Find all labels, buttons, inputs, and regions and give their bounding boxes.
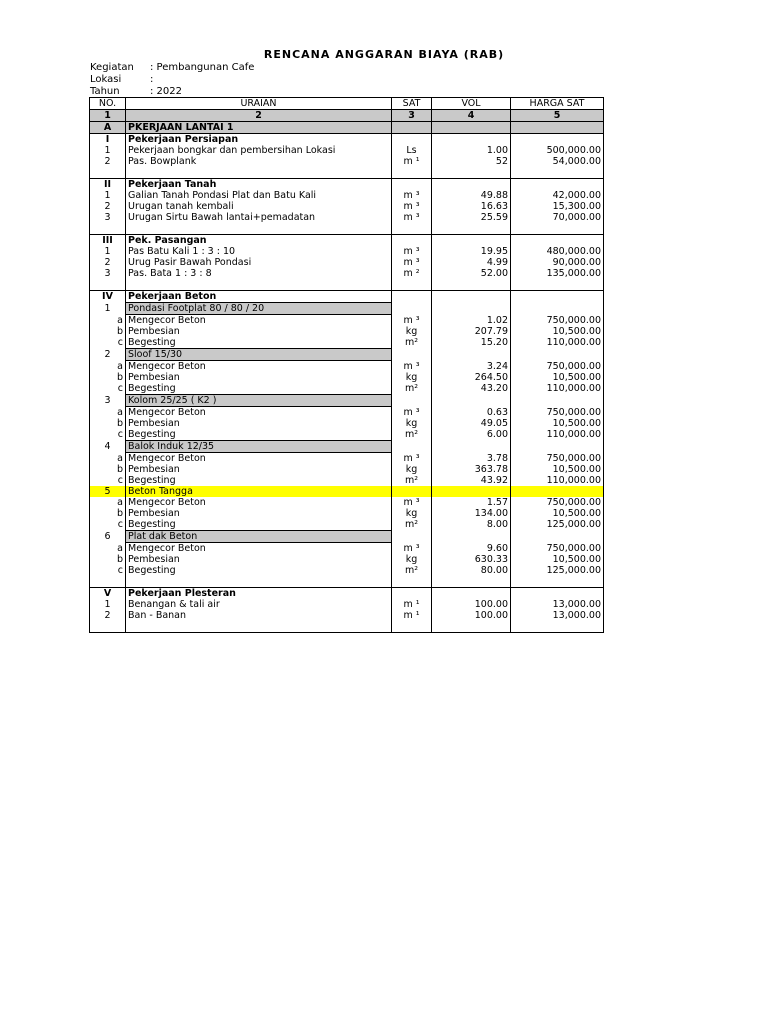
cell-harga-sat xyxy=(511,179,604,191)
table-row xyxy=(90,246,604,257)
cell-uraian: Begesting xyxy=(126,337,392,349)
cell-harga-sat: 13,000.00 xyxy=(511,610,604,621)
cell-harga-sat xyxy=(511,486,604,497)
cell-sat: m ¹ xyxy=(392,156,432,167)
cell-harga-sat: 750,000.00 xyxy=(511,543,604,555)
cell-uraian: Urugan tanah kembali xyxy=(126,201,392,212)
cell-sat: m² xyxy=(392,337,432,349)
header-vol: VOL xyxy=(432,98,511,110)
group-row xyxy=(90,179,604,191)
cell-harga-sat: 110,000.00 xyxy=(511,337,604,349)
cell-sat: kg xyxy=(392,372,432,383)
cell-vol xyxy=(432,291,511,303)
cell-vol xyxy=(432,179,511,191)
cell-sat: m ³ xyxy=(392,453,432,465)
cell-harga-sat xyxy=(511,279,604,291)
cell-vol xyxy=(432,621,511,633)
table-row xyxy=(90,599,604,610)
table-row xyxy=(90,372,604,383)
cell-vol xyxy=(432,349,511,361)
cell-no: b xyxy=(90,554,126,565)
meta-label: Kegiatan xyxy=(90,62,134,73)
table-row xyxy=(90,337,604,349)
cell-harga-sat: 110,000.00 xyxy=(511,475,604,486)
subgroup-row xyxy=(90,395,604,407)
cell-harga-sat: 13,000.00 xyxy=(511,599,604,610)
cell-uraian xyxy=(126,279,392,291)
cell-no: a xyxy=(90,407,126,419)
cell-uraian: PKERJAAN LANTAI 1 xyxy=(126,122,392,134)
cell-sat: m ¹ xyxy=(392,610,432,621)
cell-sat xyxy=(392,486,432,497)
cell-vol xyxy=(432,223,511,235)
cell-no: a xyxy=(90,453,126,465)
cell-no: 1 xyxy=(90,190,126,201)
spacer-row xyxy=(90,279,604,291)
cell-sat xyxy=(392,395,432,407)
cell-vol: 3.24 xyxy=(432,361,511,373)
table-row xyxy=(90,257,604,268)
cell-sat: m ³ xyxy=(392,201,432,212)
cell-vol: 15.20 xyxy=(432,337,511,349)
cell-uraian: Pembesian xyxy=(126,326,392,337)
cell-vol: 100.00 xyxy=(432,610,511,621)
group-row xyxy=(90,134,604,146)
cell-no xyxy=(90,279,126,291)
cell-sat: m ³ xyxy=(392,543,432,555)
rab-table xyxy=(89,97,604,633)
cell-no: 6 xyxy=(90,531,126,543)
cell-vol: 80.00 xyxy=(432,565,511,576)
cell-sat xyxy=(392,441,432,453)
cell-no: a xyxy=(90,315,126,327)
cell-vol: 49.88 xyxy=(432,190,511,201)
cell-harga-sat xyxy=(511,303,604,315)
meta-value: : Pembangunan Cafe xyxy=(150,62,255,73)
cell-sat xyxy=(392,167,432,179)
cell-vol: 52.00 xyxy=(432,268,511,279)
cell-harga-sat xyxy=(511,576,604,588)
group-row xyxy=(90,235,604,247)
cell-uraian: Pekerjaan Tanah xyxy=(126,179,392,191)
cell-uraian: Pekerjaan Beton xyxy=(126,291,392,303)
cell-uraian: Kolom 25/25 ( K2 ) xyxy=(126,395,392,407)
cell-harga-sat: 10,500.00 xyxy=(511,554,604,565)
cell-harga-sat: 110,000.00 xyxy=(511,429,604,441)
cell-vol xyxy=(432,588,511,600)
cell-harga-sat xyxy=(511,235,604,247)
table-row xyxy=(90,190,604,201)
cell-uraian: Pembesian xyxy=(126,554,392,565)
column-number: 2 xyxy=(126,110,392,122)
cell-uraian: Begesting xyxy=(126,429,392,441)
cell-vol: 3.78 xyxy=(432,453,511,465)
cell-sat: m ³ xyxy=(392,407,432,419)
cell-harga-sat xyxy=(511,588,604,600)
cell-no: 5 xyxy=(90,486,126,497)
cell-no: b xyxy=(90,372,126,383)
cell-vol: 630.33 xyxy=(432,554,511,565)
cell-vol: 52 xyxy=(432,156,511,167)
cell-vol xyxy=(432,395,511,407)
column-number: 1 xyxy=(90,110,126,122)
cell-sat xyxy=(392,134,432,146)
cell-no: 3 xyxy=(90,395,126,407)
cell-sat xyxy=(392,349,432,361)
cell-no: a xyxy=(90,543,126,555)
cell-sat: m² xyxy=(392,565,432,576)
table-row xyxy=(90,554,604,565)
cell-harga-sat xyxy=(511,349,604,361)
cell-sat: kg xyxy=(392,326,432,337)
header-uraian: URAIAN xyxy=(126,98,392,110)
cell-sat: m ³ xyxy=(392,190,432,201)
cell-no: c xyxy=(90,383,126,395)
cell-no xyxy=(90,621,126,633)
cell-uraian: Pas Batu Kali 1 : 3 : 10 xyxy=(126,246,392,257)
cell-no: b xyxy=(90,508,126,519)
table-row xyxy=(90,497,604,508)
cell-harga-sat: 750,000.00 xyxy=(511,407,604,419)
cell-vol: 100.00 xyxy=(432,599,511,610)
cell-uraian: Begesting xyxy=(126,565,392,576)
table-row xyxy=(90,268,604,279)
cell-harga-sat: 750,000.00 xyxy=(511,453,604,465)
cell-sat: m ³ xyxy=(392,315,432,327)
cell-no: 1 xyxy=(90,303,126,315)
cell-uraian: Pekerjaan bongkar dan pembersihan Lokasi xyxy=(126,145,392,156)
cell-harga-sat: 480,000.00 xyxy=(511,246,604,257)
cell-uraian xyxy=(126,576,392,588)
cell-sat xyxy=(392,179,432,191)
column-number: 4 xyxy=(432,110,511,122)
cell-vol: 134.00 xyxy=(432,508,511,519)
cell-uraian: Plat dak Beton xyxy=(126,531,392,543)
cell-sat: m ¹ xyxy=(392,599,432,610)
cell-vol xyxy=(432,167,511,179)
cell-uraian xyxy=(126,223,392,235)
cell-no: a xyxy=(90,361,126,373)
cell-uraian: Pembesian xyxy=(126,418,392,429)
table-row xyxy=(90,519,604,531)
cell-uraian: Begesting xyxy=(126,519,392,531)
cell-sat xyxy=(392,531,432,543)
cell-uraian: Mengecor Beton xyxy=(126,407,392,419)
cell-no xyxy=(90,576,126,588)
rab-table-body xyxy=(90,98,604,633)
cell-no: c xyxy=(90,429,126,441)
cell-harga-sat: 90,000.00 xyxy=(511,257,604,268)
cell-uraian: Begesting xyxy=(126,475,392,486)
cell-no: c xyxy=(90,519,126,531)
cell-vol xyxy=(432,303,511,315)
cell-vol: 9.60 xyxy=(432,543,511,555)
meta-value: : 2022 xyxy=(150,86,182,97)
cell-no: 3 xyxy=(90,212,126,223)
table-row xyxy=(90,453,604,465)
table-row xyxy=(90,326,604,337)
subgroup-row xyxy=(90,486,604,497)
cell-uraian: Benangan & tali air xyxy=(126,599,392,610)
cell-vol: 1.02 xyxy=(432,315,511,327)
cell-harga-sat: 750,000.00 xyxy=(511,361,604,373)
cell-no: b xyxy=(90,326,126,337)
cell-sat xyxy=(392,291,432,303)
cell-sat: m² xyxy=(392,429,432,441)
cell-uraian: Mengecor Beton xyxy=(126,497,392,508)
table-row xyxy=(90,383,604,395)
cell-vol: 8.00 xyxy=(432,519,511,531)
table-row xyxy=(90,464,604,475)
cell-no: I xyxy=(90,134,126,146)
cell-sat xyxy=(392,223,432,235)
cell-vol: 264.50 xyxy=(432,372,511,383)
cell-no: 1 xyxy=(90,246,126,257)
cell-harga-sat xyxy=(511,167,604,179)
cell-uraian: Pas. Bata 1 : 3 : 8 xyxy=(126,268,392,279)
cell-vol: 4.99 xyxy=(432,257,511,268)
cell-harga-sat xyxy=(511,134,604,146)
cell-no: 2 xyxy=(90,610,126,621)
cell-sat xyxy=(392,235,432,247)
cell-vol xyxy=(432,486,511,497)
cell-uraian: Urugan Sirtu Bawah lantai+pemadatan xyxy=(126,212,392,223)
table-header-row xyxy=(90,98,604,110)
cell-no: a xyxy=(90,497,126,508)
cell-no: 2 xyxy=(90,349,126,361)
cell-sat: kg xyxy=(392,418,432,429)
cell-no: b xyxy=(90,464,126,475)
cell-no: 1 xyxy=(90,599,126,610)
cell-uraian: Galian Tanah Pondasi Plat dan Batu Kali xyxy=(126,190,392,201)
table-row xyxy=(90,212,604,223)
cell-vol xyxy=(432,576,511,588)
cell-harga-sat xyxy=(511,223,604,235)
cell-uraian: Pekerjaan Plesteran xyxy=(126,588,392,600)
cell-sat xyxy=(392,576,432,588)
cell-uraian: Ban - Banan xyxy=(126,610,392,621)
cell-harga-sat: 125,000.00 xyxy=(511,565,604,576)
cell-no xyxy=(90,223,126,235)
group-row xyxy=(90,291,604,303)
cell-uraian: Pembesian xyxy=(126,464,392,475)
cell-uraian: Pek. Pasangan xyxy=(126,235,392,247)
cell-harga-sat: 135,000.00 xyxy=(511,268,604,279)
meta-label: Lokasi xyxy=(90,74,122,85)
cell-sat: m² xyxy=(392,519,432,531)
cell-harga-sat: 750,000.00 xyxy=(511,497,604,508)
cell-sat: Ls xyxy=(392,145,432,156)
cell-vol: 25.59 xyxy=(432,212,511,223)
cell-no: 2 xyxy=(90,257,126,268)
cell-sat: kg xyxy=(392,464,432,475)
cell-sat xyxy=(392,621,432,633)
cell-harga-sat: 10,500.00 xyxy=(511,508,604,519)
cell-harga-sat xyxy=(511,621,604,633)
cell-harga-sat xyxy=(511,395,604,407)
cell-uraian: Begesting xyxy=(126,383,392,395)
cell-sat: m ³ xyxy=(392,257,432,268)
cell-sat xyxy=(392,279,432,291)
cell-vol xyxy=(432,134,511,146)
cell-harga-sat xyxy=(511,441,604,453)
cell-sat xyxy=(392,122,432,134)
spacer-row xyxy=(90,167,604,179)
cell-harga-sat: 54,000.00 xyxy=(511,156,604,167)
cell-sat xyxy=(392,588,432,600)
cell-vol: 43.20 xyxy=(432,383,511,395)
cell-uraian: Pembesian xyxy=(126,508,392,519)
meta-value: : xyxy=(150,74,154,85)
cell-no: 3 xyxy=(90,268,126,279)
cell-uraian: Pekerjaan Persiapan xyxy=(126,134,392,146)
cell-no xyxy=(90,167,126,179)
cell-vol xyxy=(432,441,511,453)
cell-harga-sat: 10,500.00 xyxy=(511,418,604,429)
cell-vol xyxy=(432,122,511,134)
cell-vol xyxy=(432,279,511,291)
section-row xyxy=(90,122,604,134)
cell-harga-sat xyxy=(511,531,604,543)
cell-harga-sat: 70,000.00 xyxy=(511,212,604,223)
cell-no: II xyxy=(90,179,126,191)
table-row xyxy=(90,418,604,429)
cell-sat: m ² xyxy=(392,268,432,279)
cell-vol: 19.95 xyxy=(432,246,511,257)
cell-uraian: Mengecor Beton xyxy=(126,543,392,555)
cell-no: 2 xyxy=(90,156,126,167)
cell-harga-sat: 110,000.00 xyxy=(511,383,604,395)
cell-vol: 207.79 xyxy=(432,326,511,337)
table-row xyxy=(90,407,604,419)
cell-no: V xyxy=(90,588,126,600)
cell-sat: m² xyxy=(392,383,432,395)
cell-harga-sat: 10,500.00 xyxy=(511,464,604,475)
cell-no: c xyxy=(90,337,126,349)
table-row xyxy=(90,156,604,167)
cell-vol: 0.63 xyxy=(432,407,511,419)
table-row xyxy=(90,361,604,373)
table-row xyxy=(90,508,604,519)
spacer-row xyxy=(90,621,604,633)
cell-no: c xyxy=(90,565,126,576)
cell-no: 4 xyxy=(90,441,126,453)
header-no: NO. xyxy=(90,98,126,110)
cell-harga-sat xyxy=(511,291,604,303)
cell-no: 2 xyxy=(90,201,126,212)
meta-lokasi xyxy=(90,74,153,86)
subgroup-row xyxy=(90,441,604,453)
cell-no: b xyxy=(90,418,126,429)
subgroup-row xyxy=(90,303,604,315)
cell-vol xyxy=(432,531,511,543)
cell-no: A xyxy=(90,122,126,134)
cell-uraian: Sloof 15/30 xyxy=(126,349,392,361)
cell-harga-sat: 10,500.00 xyxy=(511,326,604,337)
cell-harga-sat: 750,000.00 xyxy=(511,315,604,327)
cell-harga-sat xyxy=(511,122,604,134)
cell-sat: m ³ xyxy=(392,361,432,373)
cell-vol: 43.92 xyxy=(432,475,511,486)
cell-uraian: Pondasi Footplat 80 / 80 / 20 xyxy=(126,303,392,315)
cell-uraian: Mengecor Beton xyxy=(126,453,392,465)
table-row xyxy=(90,565,604,576)
header-sat: SAT xyxy=(392,98,432,110)
cell-uraian xyxy=(126,621,392,633)
cell-harga-sat: 500,000.00 xyxy=(511,145,604,156)
cell-harga-sat: 15,300.00 xyxy=(511,201,604,212)
column-number: 5 xyxy=(511,110,604,122)
cell-harga-sat: 42,000.00 xyxy=(511,190,604,201)
cell-uraian: Pembesian xyxy=(126,372,392,383)
cell-vol: 1.57 xyxy=(432,497,511,508)
cell-no: III xyxy=(90,235,126,247)
cell-sat: kg xyxy=(392,554,432,565)
table-row xyxy=(90,475,604,486)
cell-vol: 16.63 xyxy=(432,201,511,212)
cell-harga-sat: 125,000.00 xyxy=(511,519,604,531)
cell-uraian: Mengecor Beton xyxy=(126,361,392,373)
meta-label: Tahun xyxy=(90,86,120,97)
cell-vol: 363.78 xyxy=(432,464,511,475)
cell-no: 1 xyxy=(90,145,126,156)
group-row xyxy=(90,588,604,600)
cell-vol: 1.00 xyxy=(432,145,511,156)
cell-sat: m ³ xyxy=(392,246,432,257)
cell-no: c xyxy=(90,475,126,486)
cell-vol xyxy=(432,235,511,247)
cell-uraian xyxy=(126,167,392,179)
cell-vol: 49.05 xyxy=(432,418,511,429)
cell-sat: m ³ xyxy=(392,212,432,223)
header-harga-sat: HARGA SAT xyxy=(511,98,604,110)
subgroup-row xyxy=(90,349,604,361)
meta-kegiatan xyxy=(90,62,254,74)
table-row xyxy=(90,429,604,441)
cell-uraian: Urug Pasir Bawah Pondasi xyxy=(126,257,392,268)
cell-harga-sat: 10,500.00 xyxy=(511,372,604,383)
table-row xyxy=(90,145,604,156)
table-row xyxy=(90,543,604,555)
cell-no: IV xyxy=(90,291,126,303)
cell-uraian: Beton Tangga xyxy=(126,486,392,497)
table-row xyxy=(90,610,604,621)
cell-sat: m² xyxy=(392,475,432,486)
cell-uraian: Balok Induk 12/35 xyxy=(126,441,392,453)
subgroup-row xyxy=(90,531,604,543)
cell-vol: 6.00 xyxy=(432,429,511,441)
cell-sat: kg xyxy=(392,508,432,519)
spacer-row xyxy=(90,223,604,235)
cell-uraian: Mengecor Beton xyxy=(126,315,392,327)
cell-sat xyxy=(392,303,432,315)
column-number-row xyxy=(90,110,604,122)
table-row xyxy=(90,315,604,327)
table-row xyxy=(90,201,604,212)
document-title: RENCANA ANGGARAN BIAYA (RAB) xyxy=(263,48,505,61)
cell-sat: m ³ xyxy=(392,497,432,508)
spacer-row xyxy=(90,576,604,588)
column-number: 3 xyxy=(392,110,432,122)
cell-uraian: Pas. Bowplank xyxy=(126,156,392,167)
